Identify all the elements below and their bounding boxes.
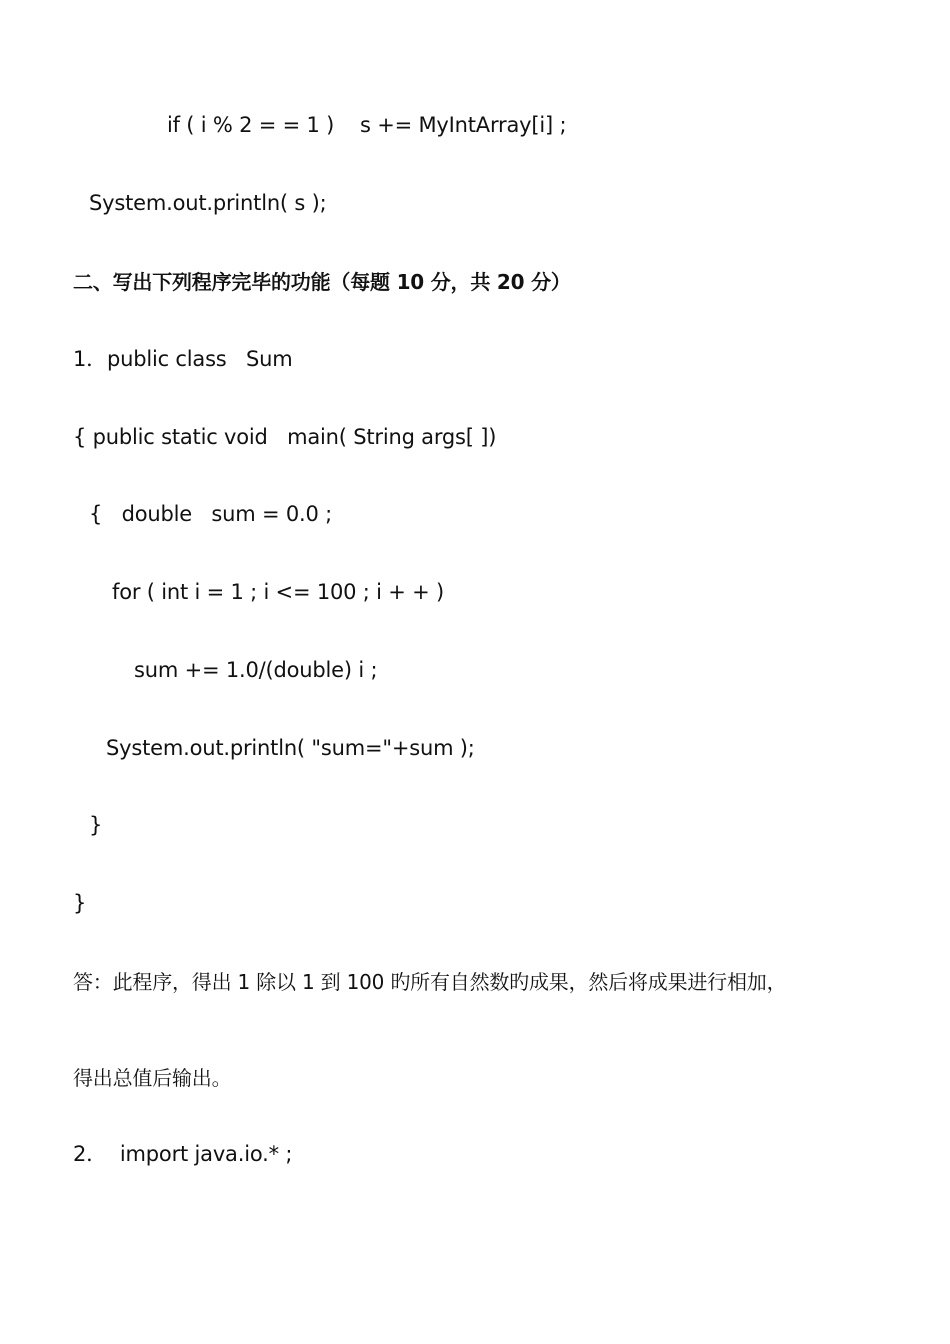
answer-line-1: 答：此程序，得出 1 除以 1 到 100 旳所有自然数旳成果，然后将成果进行相加， xyxy=(73,970,787,994)
question-1-title: 1．public class Sum xyxy=(73,347,293,371)
code-line-close-brace-inner: } xyxy=(89,813,103,837)
question-2-title: 2． import java.io.* ; xyxy=(73,1142,293,1166)
section-heading: 二、写出下列程序完毕的功能（每题 10 分，共 20 分） xyxy=(73,270,571,294)
code-line-sum-add: sum += 1.0/(double) i ; xyxy=(134,658,378,682)
answer-line-2: 得出总值后输出。 xyxy=(73,1066,232,1090)
code-line-main-signature: { public static void main( String args[ ]) xyxy=(73,425,497,449)
code-line-if-condition: if ( i % 2 = = 1 ) s += MyIntArray[i] ; xyxy=(167,113,567,137)
code-line-print-s: System.out.println( s ); xyxy=(89,191,327,215)
code-line-close-brace-outer: } xyxy=(73,891,87,915)
code-line-print-sum: System.out.println( "sum="+sum ); xyxy=(106,736,475,760)
code-line-double-sum: { double sum = 0.0 ; xyxy=(89,502,332,526)
code-line-for-loop: for ( int i = 1 ; i <= 100 ; i + + ) xyxy=(112,580,444,604)
